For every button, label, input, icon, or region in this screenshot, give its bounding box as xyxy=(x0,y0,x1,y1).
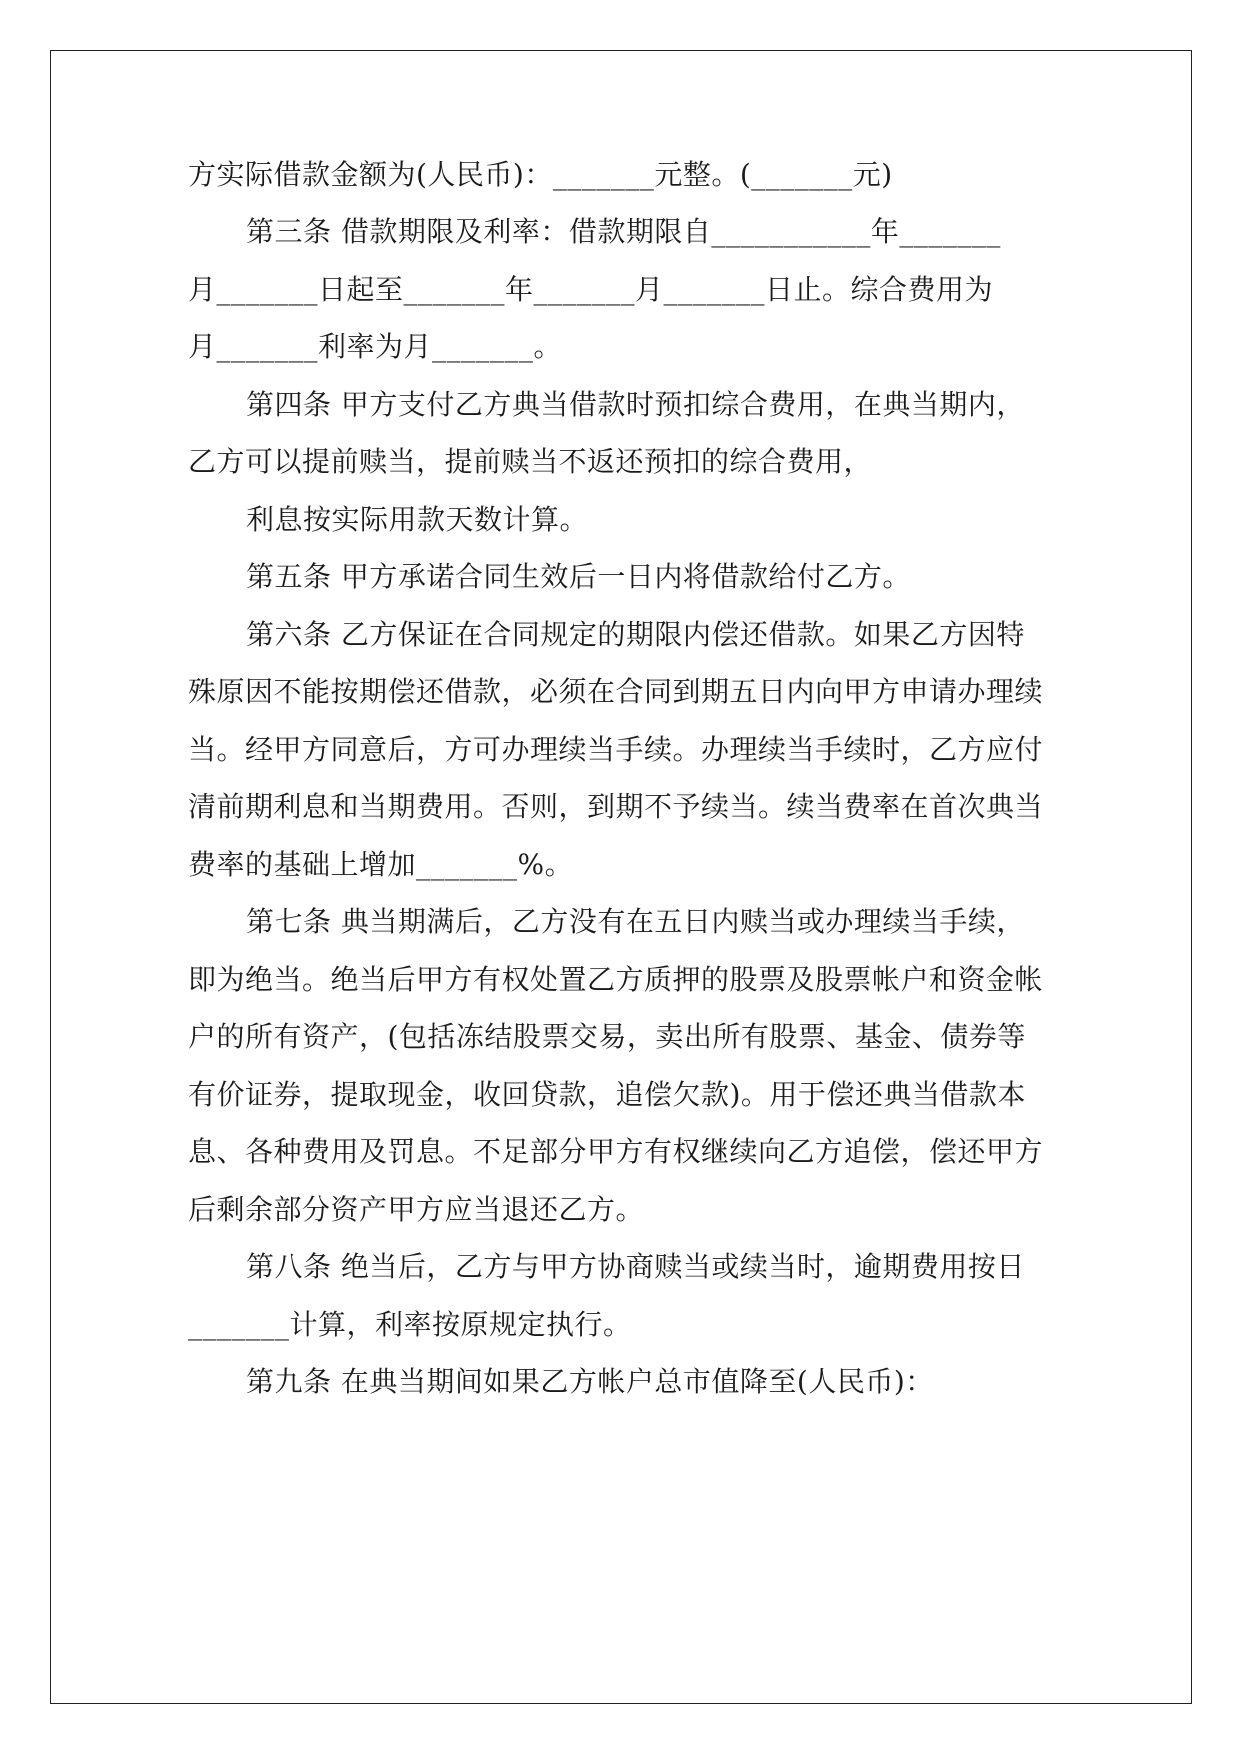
text-line: 月_______利率为月_______。 xyxy=(188,330,563,363)
text-line: 当。经甲方同意后，方可办理续当手续。办理续当手续时，乙方应付 xyxy=(188,733,1044,766)
text-line: 利息按实际用款天数计算。 xyxy=(246,503,589,536)
text-line: _______计算，利率按原规定执行。 xyxy=(188,1308,632,1341)
text-line: 有价证券，提取现金，收回贷款，追偿欠款)。用于偿还典当借款本 xyxy=(188,1078,1026,1111)
text-line: 殊原因不能按期偿还借款，必须在合同到期五日内向甲方申请办理续 xyxy=(188,675,1044,708)
text-line: 方实际借款金额为(人民币)：_______元整。(_______元) xyxy=(188,158,893,191)
clause-9-heading-line: 第九条 在典当期间如果乙方帐户总市值降至(人民币)： xyxy=(246,1365,934,1398)
text-line: 后剩余部分资产甲方应当退还乙方。 xyxy=(188,1193,645,1226)
text-line: 清前期利息和当期费用。否则，到期不予续当。续当费率在首次典当 xyxy=(188,790,1044,823)
text-line: 月_______日起至_______年_______月_______日止。综合费用为 xyxy=(188,273,994,306)
text-line: 即为绝当。绝当后甲方有权处置乙方质押的股票及股票帐户和资金帐 xyxy=(188,963,1044,996)
clause-8-heading-line: 第八条 绝当后，乙方与甲方协商赎当或续当时，逾期费用按日 xyxy=(246,1250,1025,1283)
text-line: 户的所有资产，(包括冻结股票交易，卖出所有股票、基金、债券等 xyxy=(188,1020,1026,1053)
clause-7-heading-line: 第七条 典当期满后，乙方没有在五日内赎当或办理续当手续， xyxy=(246,905,1025,938)
clause-4-heading-line: 第四条 甲方支付乙方典当借款时预扣综合费用，在典当期内， xyxy=(246,388,1025,421)
text-line: 费率的基础上增加_______%。 xyxy=(188,848,574,881)
text-line: 乙方可以提前赎当，提前赎当不返还预扣的综合费用， xyxy=(188,445,873,478)
text-line: 息、各种费用及罚息。不足部分甲方有权继续向乙方追偿，偿还甲方 xyxy=(188,1135,1044,1168)
clause-6-heading-line: 第六条 乙方保证在合同规定的期限内偿还借款。如果乙方因特 xyxy=(246,618,1025,651)
clause-3-heading-line: 第三条 借款期限及利率：借款期限自___________年_______ xyxy=(246,215,1001,248)
clause-5-heading-line: 第五条 甲方承诺合同生效后一日内将借款给付乙方。 xyxy=(246,560,911,593)
